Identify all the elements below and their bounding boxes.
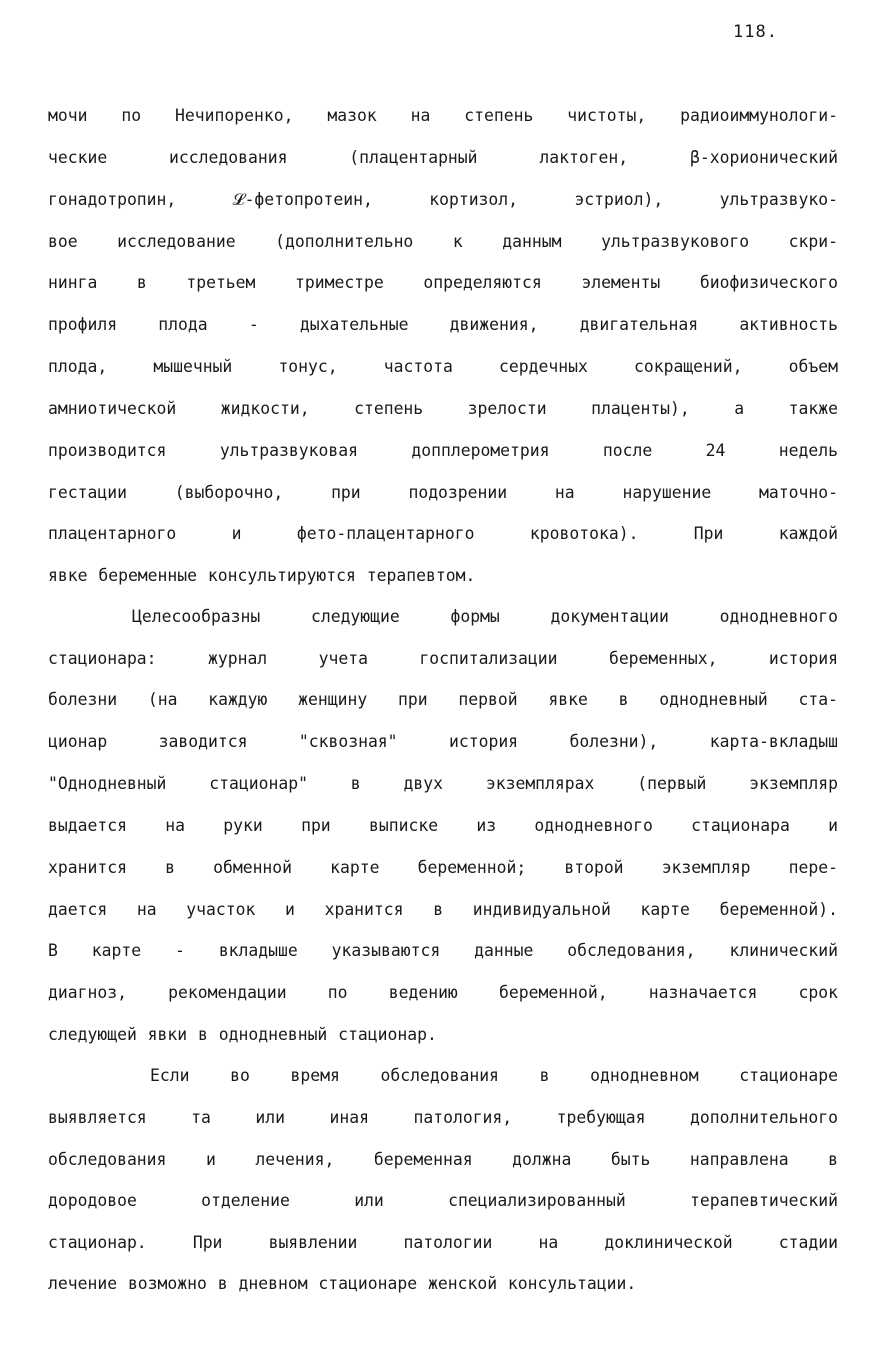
text-line: дородовое отделение или специализированный терапевтический xyxy=(48,1191,838,1210)
text-line: производится ультразвуковая допплерометрия после 24 недель xyxy=(48,441,838,460)
text-line: следующей явки в однодневный стационар. xyxy=(48,1025,437,1044)
text-line: вое исследование (дополнительно к данным ультразвукового скри- xyxy=(48,232,838,251)
text-line: "Однодневный стационар" в двух экземплярах (первый экземпляр xyxy=(48,774,838,793)
text-line: В карте - вкладыше указываются данные обследования, клинический xyxy=(48,941,838,960)
text-line: Если во время обследования в однодневном стационаре xyxy=(150,1066,838,1085)
text-line: нинга в третьем триместре определяются элементы биофизического xyxy=(48,273,838,292)
text-line: дается на участок и хранится в индивидуальной карте беременной). xyxy=(48,900,838,919)
text-line: амниотической жидкости, степень зрелости плаценты), а также xyxy=(48,399,838,418)
text-line: гестации (выборочно, при подозрении на нарушение маточно- xyxy=(48,483,838,502)
text-line: плацентарного и фето-плацентарного кровотока). При каждой xyxy=(48,524,838,543)
text-line: явке беременные консультируются терапевтом. xyxy=(48,566,476,585)
text-line: выявляется та или иная патология, требующая дополнительного xyxy=(48,1108,838,1127)
text-line: плода, мышечный тонус, частота сердечных сокращений, объем xyxy=(48,357,838,376)
text-line: мочи по Нечипоренко, мазок на степень чистоты, радиоиммунологи- xyxy=(48,106,838,125)
text-line: Целесообразны следующие формы документации однодневного xyxy=(132,607,838,626)
text-line: стационара: журнал учета госпитализации беременных, история xyxy=(48,649,838,668)
text-line: хранится в обменной карте беременной; второй экземпляр пере- xyxy=(48,858,838,877)
text-line: ческие исследования (плацентарный лактоген, β-хорионический xyxy=(48,148,838,167)
text-line: обследования и лечения, беременная должна быть направлена в xyxy=(48,1150,838,1169)
text-line: ционар заводится "сквозная" история болезни), карта-вкладыш xyxy=(48,732,838,751)
text-line: стационар. При выявлении патологии на доклинической стадии xyxy=(48,1233,838,1252)
text-line: выдается на руки при выписке из однодневного стационара и xyxy=(48,816,838,835)
text-line: болезни (на каждую женщину при первой явке в однодневный ста- xyxy=(48,690,838,709)
text-line: профиля плода - дыхательные движения, двигательная активность xyxy=(48,315,838,334)
text-line: гонадотропин, 𝓛-фетопротеин, кортизол, эстриол), ультразвуко- xyxy=(48,190,838,209)
text-line: лечение возможно в дневном стационаре женской консультации. xyxy=(48,1274,637,1293)
page-number: 118. xyxy=(733,22,778,42)
text-line: диагноз, рекомендации по ведению беременной, назначается срок xyxy=(48,983,838,1002)
